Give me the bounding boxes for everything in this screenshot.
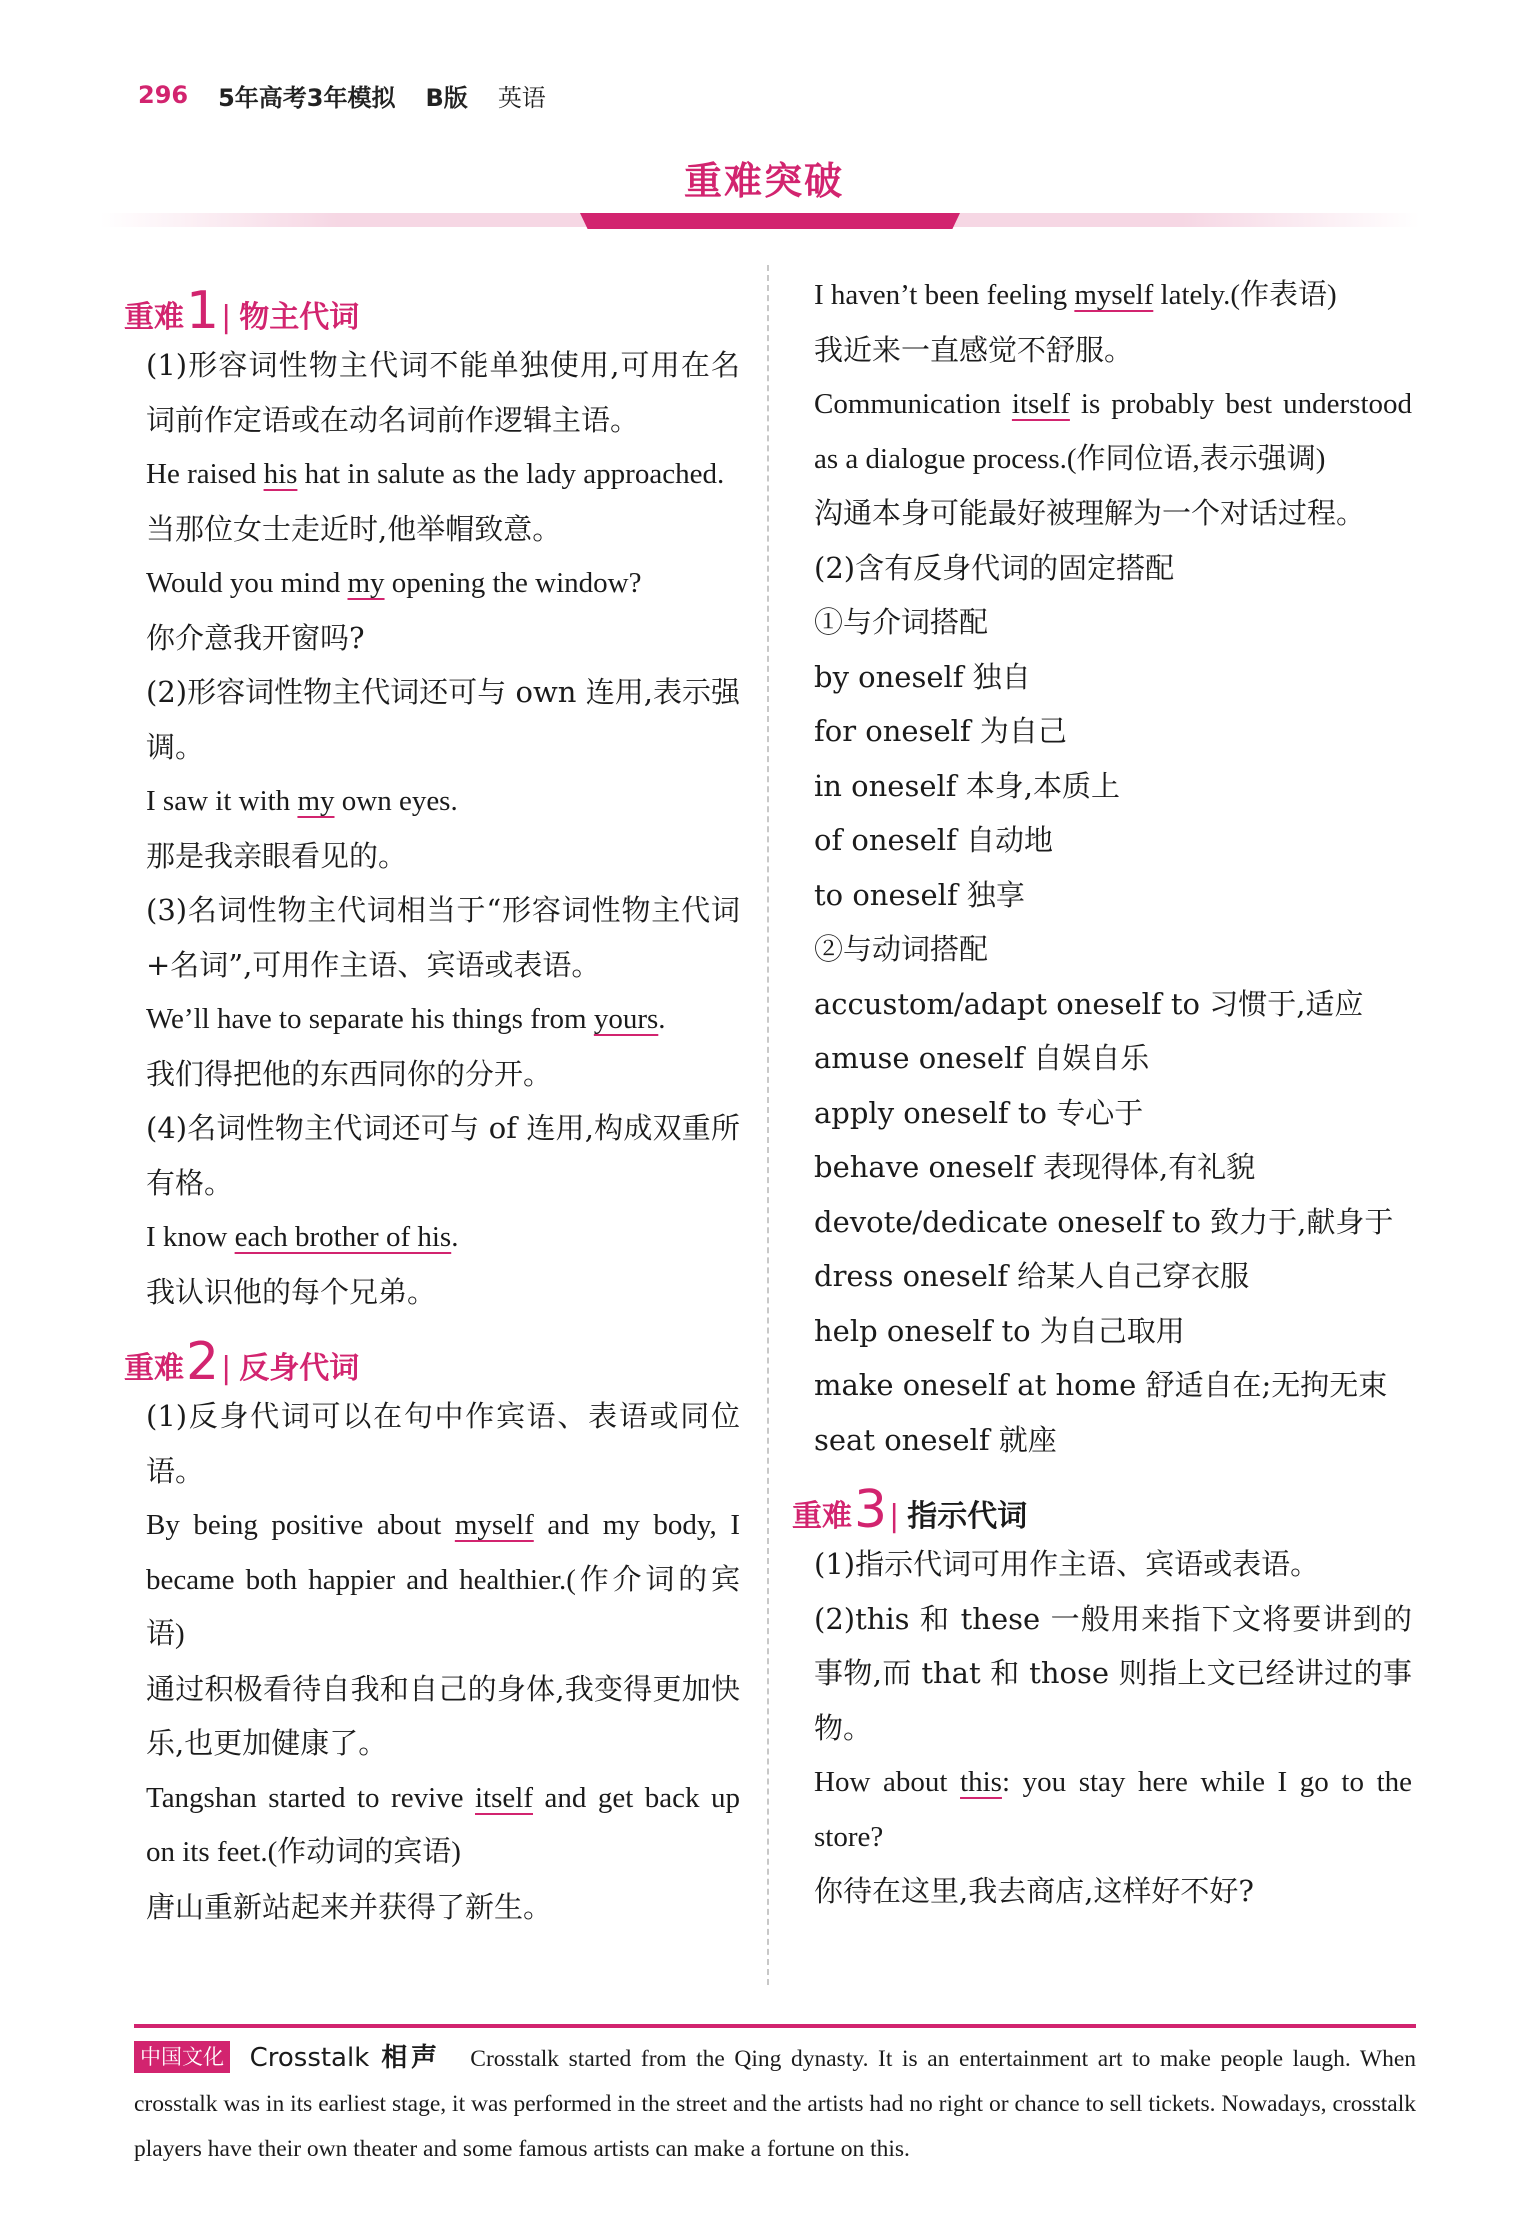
section-1-heading [124,268,740,341]
section-2-heading [124,1319,740,1392]
example-zh: 我近来一直感觉不舒服。 [814,332,1134,367]
subject-label: 英语 [497,83,546,112]
example-en: He raised his hat in salute as the lady approached. [146,458,725,490]
example-zh: 沟通本身可能最好被理解为一个对话过程。 [814,496,1366,530]
list-item: by oneself 独自 [814,659,1031,694]
list-item: make oneself at home 舒适自在;无拘无束 [814,1368,1388,1402]
example-zh: 我认识他的每个兄弟。 [146,1274,437,1309]
underlined-pronoun: yours [593,1003,659,1035]
section-number: 3 [854,1480,888,1540]
example-en: Tangshan started to revive itself and get back up on its feet.(作动词的宾语) [146,1781,740,1868]
list-item: behave oneself 表现得体,有礼貌 [814,1150,1256,1184]
section-title: 反身代词 [239,1351,360,1386]
divider-bar: | [221,300,232,335]
rule-paragraph: (1)指示代词可用作主语、宾语或表语。 [814,1547,1320,1581]
example-en: Communication itself is probably best understood as a dialogue process.(作同位语,表示强调) [814,388,1413,475]
rule-paragraph: (4)名词性物主代词还可与 of 连用,构成双重所有格。 [146,1111,740,1200]
underlined-pronoun: each brother of his [234,1221,452,1253]
sub-heading: ①与介词搭配 [814,605,989,639]
example-en: Would you mind my opening the window? [146,567,642,599]
grammar-note: (作介词的宾语) [146,1563,740,1650]
rule-paragraph: (2)含有反身代词的固定搭配 [814,550,1175,585]
edition-label: B版 [425,83,468,112]
section-title: 指示代词 [907,1499,1028,1534]
example-zh: 通过积极看待自我和自己的身体,我变得更加快乐,也更加健康了。 [146,1671,740,1760]
title-accent-bar [580,213,960,229]
example-en: I haven’t been feeling myself lately.(作表语) [814,279,1337,311]
example-zh: 你待在这里,我去商店,这样好不好? [814,1874,1254,1908]
rule-paragraph: (2)this 和 these 一般用来指下文将要讲到的事物,而 that 和 those 则指上文已经讲过的事物。 [814,1601,1412,1745]
example-en: We’ll have to separate his things from yours. [146,1003,666,1035]
example-zh: 那是我亲眼看见的。 [146,838,408,873]
divider-bar: | [221,1351,232,1386]
sub-heading: ②与动词搭配 [814,932,989,966]
section-title: 物主代词 [239,300,360,335]
rule-paragraph: (1)形容词性物主代词不能单独使用,可用在名词前作定语或在动名词前作逻辑主语。 [146,348,740,437]
book-title: 5年高考3年模拟 [218,83,396,112]
section-3-heading [792,1467,1412,1540]
underlined-pronoun: myself [454,1509,534,1541]
page-title: 重难突破 [683,159,844,203]
underlined-pronoun: this [960,1766,1002,1798]
verb-phrase-list [814,977,1412,1468]
underlined-pronoun: itself [475,1781,533,1814]
grammar-note: (作表语) [1230,279,1337,311]
culture-badge: 中国文化 [134,2041,230,2073]
list-item: amuse oneself 自娱自乐 [814,1041,1150,1075]
list-item: help oneself to 为自己取用 [814,1313,1185,1348]
list-item: to oneself 独享 [814,877,1025,912]
example-zh: 你介意我开窗吗? [146,620,365,655]
list-item: devote/dedicate oneself to 致力于,献身于 [814,1204,1394,1239]
section-label: 重难 [124,1351,184,1386]
underlined-pronoun: his [263,458,298,490]
list-item: dress oneself 给某人自己穿衣服 [814,1259,1250,1293]
right-column [792,268,1413,1919]
list-item: accustom/adapt oneself to 习惯于,适应 [814,986,1364,1021]
grammar-note: (作同位语,表示强调) [1066,442,1326,475]
divider-bar: | [889,1499,900,1534]
list-item: in oneself 本身,本质上 [814,768,1120,803]
underlined-pronoun: itself [1011,388,1070,420]
underlined-pronoun: my [297,785,335,817]
prep-phrase-list [814,650,1412,923]
grammar-note: (作动词的宾语) [267,1836,461,1868]
list-item: seat oneself 就座 [814,1422,1057,1457]
example-en: By being positive about myself and my body, I became both happier and healthier.(作介词的宾语) [146,1509,741,1650]
section-number: 1 [186,281,220,341]
page-number: 296 [138,81,189,109]
example-en: I know each brother of his. [146,1221,459,1253]
section-number: 2 [186,1332,220,1392]
column-divider [767,265,769,1985]
underlined-pronoun: myself [1074,279,1154,311]
culture-text: Crosstalk started from the Qing dynasty. It is an entertainment art to make people laugh. When crosstalk was in its earliest stage, it was performed in the street and the artists had no right or chance to sell tickets. Nowadays, crosstalk players have their own theater and some famous artists can make a fortune on this. [134,2046,1417,2162]
list-item: apply oneself to 专心于 [814,1095,1144,1130]
list-item: of oneself 自动地 [814,823,1053,857]
example-zh: 当那位女士走近时,他举帽致意。 [146,511,562,546]
example-zh: 唐山重新站起来并获得了新生。 [146,1889,553,1924]
section-label: 重难 [792,1499,852,1534]
culture-title: Crosstalk 相声 [249,2043,441,2073]
example-zh: 我们得把他的东西同你的分开。 [146,1056,553,1091]
example-en: How about this: you stay here while I go to the store? [814,1766,1412,1853]
left-column [124,268,741,1934]
list-item: for oneself 为自己 [814,714,1067,748]
example-en: I saw it with my own eyes. [146,785,458,817]
underlined-pronoun: my [347,567,385,599]
section-label: 重难 [124,300,184,335]
page-header [138,70,546,120]
rule-paragraph: (1)反身代词可以在句中作宾语、表语或同位语。 [146,1399,740,1488]
culture-box [134,2024,1416,2172]
rule-paragraph: (2)形容词性物主代词还可与 own 连用,表示强调。 [146,675,740,764]
rule-paragraph: (3)名词性物主代词相当于“形容词性物主代词+名词”,可用作主语、宾语或表语。 [146,893,740,982]
